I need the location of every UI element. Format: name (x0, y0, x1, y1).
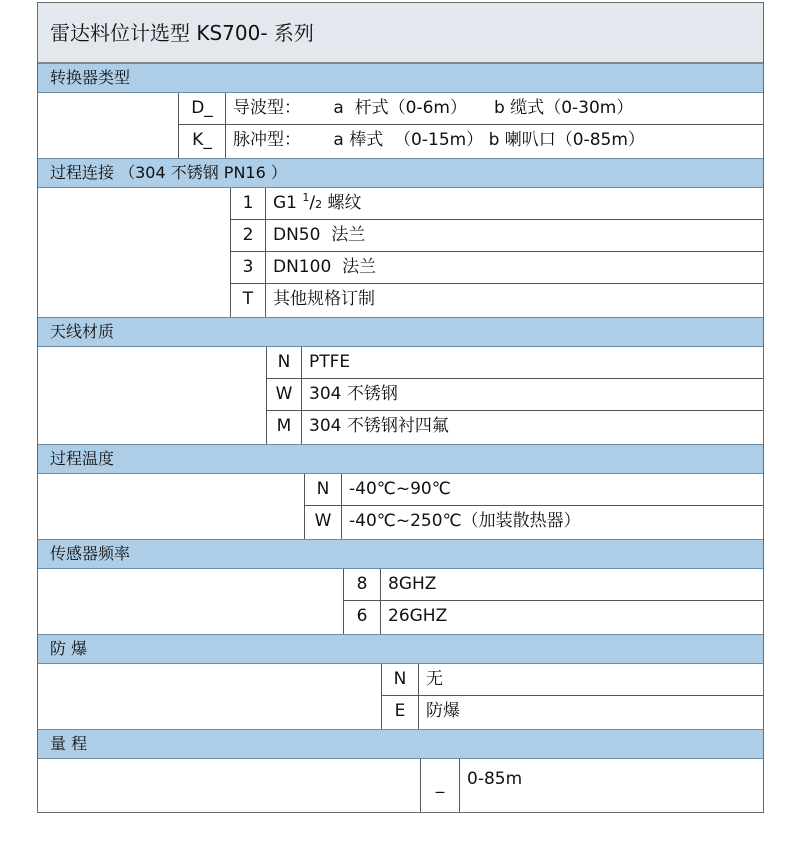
section-connection-heading: 过程连接 （304 不锈钢 PN16 ） (38, 158, 763, 188)
section-sensor-heading: 传感器频率 (38, 539, 763, 569)
table-row (230, 284, 763, 317)
table-row (343, 601, 763, 634)
option-code: M (266, 411, 301, 444)
table-row (420, 759, 763, 812)
option-code: 3 (230, 252, 265, 283)
fraction-numerator: 1 (302, 191, 310, 204)
option-description: 8GHZ (380, 569, 763, 600)
option-description: 其他规格订制 (265, 284, 763, 317)
section-antenna-heading: 天线材质 (38, 317, 763, 347)
option-description: 26GHZ (380, 601, 763, 634)
option-code: 6 (343, 601, 380, 634)
table-row (266, 411, 763, 444)
table-row (343, 569, 763, 601)
table-row (266, 347, 763, 379)
table-row (381, 664, 763, 696)
section-converter-heading: 转换器类型 (38, 63, 763, 93)
table-row (304, 506, 763, 539)
table-row (266, 379, 763, 411)
description-text: 螺纹 (322, 193, 362, 213)
table-row (178, 125, 763, 158)
option-code: N (266, 347, 301, 378)
option-description: 无 (418, 664, 763, 695)
page-title: 雷达料位计选型 KS700- 系列 (38, 3, 763, 63)
table-row (230, 220, 763, 252)
selection-table (37, 2, 764, 813)
option-description: 防爆 (418, 696, 763, 729)
option-description: PTFE (301, 347, 763, 378)
section-range-heading: 量 程 (38, 729, 763, 759)
option-description: DN100 法兰 (265, 252, 763, 283)
option-description: 304 不锈钢 (301, 379, 763, 410)
section-explosion-heading: 防 爆 (38, 634, 763, 664)
section-temperature-heading: 过程温度 (38, 444, 763, 474)
table-row (230, 188, 763, 220)
option-code: D_ (178, 93, 225, 124)
fraction-denominator: 2 (315, 198, 323, 211)
fraction-slash: / (309, 193, 316, 213)
table-row (304, 474, 763, 506)
option-code: 2 (230, 220, 265, 251)
table-row (230, 252, 763, 284)
option-code: 8 (343, 569, 380, 600)
option-description: 脉冲型： a 棒式 （0-15m） b 喇叭口（0-85m） (225, 125, 763, 158)
option-description: -40℃~250℃（加装散热器） (341, 506, 763, 539)
option-description: 304 不锈钢衬四氟 (301, 411, 763, 444)
option-code: E (381, 696, 418, 729)
option-description: -40℃~90℃ (341, 474, 763, 505)
option-description: DN50 法兰 (265, 220, 763, 251)
table-row (178, 93, 763, 125)
option-description: 0-85m (459, 759, 763, 812)
option-code: _ (420, 759, 459, 812)
option-description (265, 188, 763, 219)
option-code: W (266, 379, 301, 410)
table-row (381, 696, 763, 729)
option-code: K_ (178, 125, 225, 158)
option-code: N (381, 664, 418, 695)
option-code: N (304, 474, 341, 505)
option-code: T (230, 284, 265, 317)
option-code: 1 (230, 188, 265, 219)
option-description: 导波型： a 杆式（0-6m） b 缆式（0-30m） (225, 93, 763, 124)
description-text: G1 (273, 193, 303, 213)
option-code: W (304, 506, 341, 539)
